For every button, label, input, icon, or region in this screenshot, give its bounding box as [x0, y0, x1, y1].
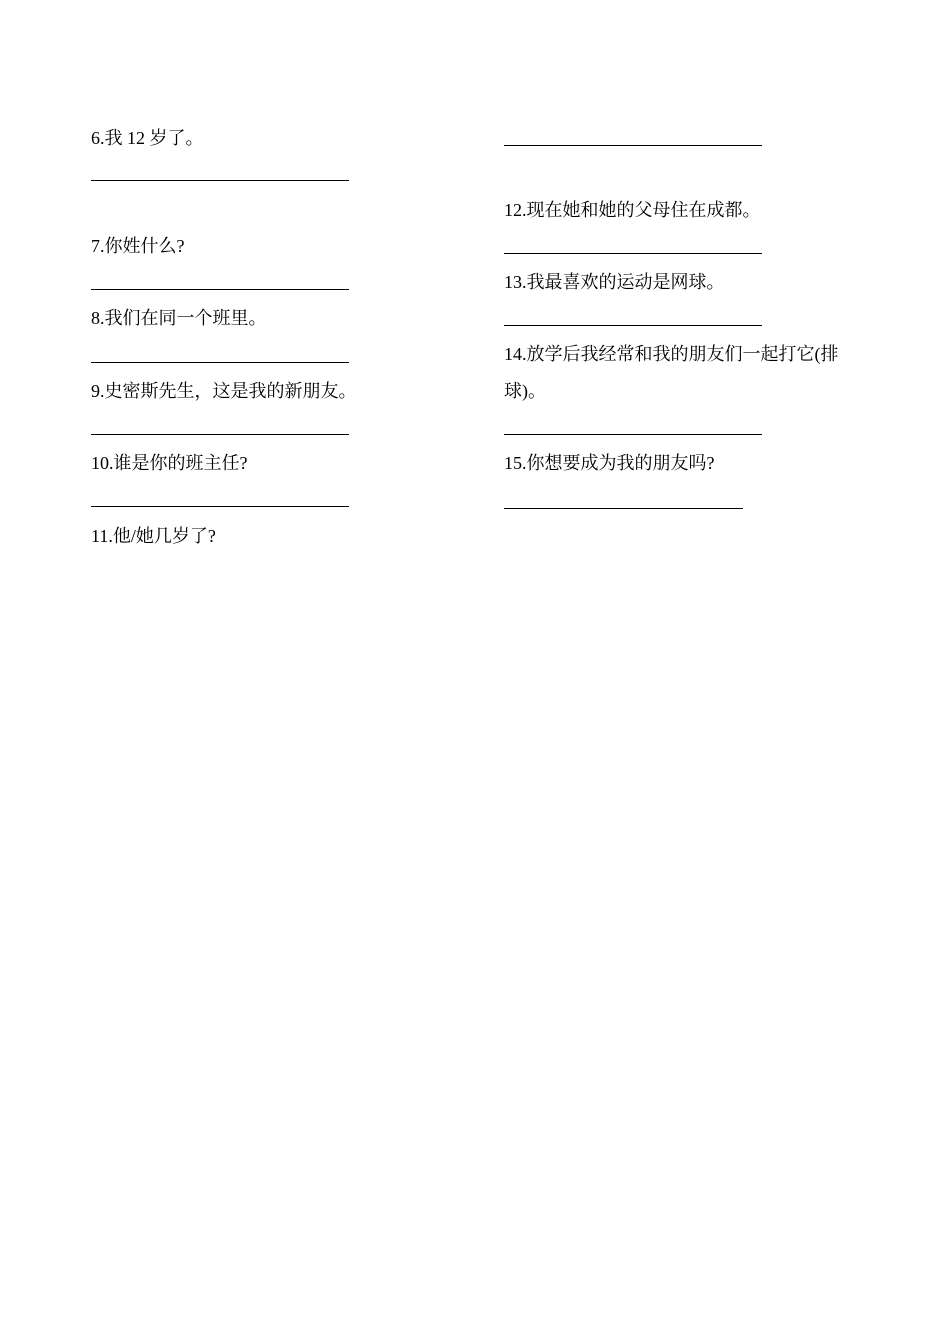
answer-line-11[interactable]	[504, 145, 762, 146]
question-text: 我 12 岁了。	[104, 128, 204, 148]
question-number: 11.	[91, 526, 113, 546]
question-number: 14.	[504, 344, 527, 364]
question-12	[504, 198, 761, 222]
question-number: 10.	[91, 453, 114, 473]
question-text: 放学后我经常和我的朋友们一起打它(排球)。	[504, 344, 839, 401]
answer-line-14[interactable]	[504, 434, 762, 435]
answer-line-8[interactable]	[91, 362, 349, 363]
answer-line-12[interactable]	[504, 253, 762, 254]
question-text: 史密斯先生，这是我的新朋友。	[104, 381, 357, 401]
question-text: 你姓什么?	[104, 236, 185, 256]
question-15	[504, 451, 715, 475]
question-number: 6.	[91, 128, 105, 148]
question-text: 谁是你的班主任?	[113, 453, 248, 473]
question-number: 7.	[91, 236, 105, 256]
question-text: 现在她和她的父母住在成都。	[526, 200, 761, 220]
question-text: 他/她几岁了?	[112, 526, 216, 546]
question-number: 15.	[504, 453, 527, 473]
question-number: 8.	[91, 308, 105, 328]
question-text: 我们在同一个班里。	[104, 308, 267, 328]
question-13	[504, 270, 725, 294]
answer-line-10[interactable]	[91, 506, 349, 507]
question-number: 9.	[91, 381, 105, 401]
question-11	[91, 524, 216, 548]
question-9	[91, 379, 357, 403]
question-number: 12.	[504, 200, 527, 220]
answer-line-7[interactable]	[91, 289, 349, 290]
question-10	[91, 451, 248, 475]
question-text: 我最喜欢的运动是网球。	[526, 272, 725, 292]
answer-line-13[interactable]	[504, 325, 762, 326]
question-8	[91, 306, 267, 330]
question-text: 你想要成为我的朋友吗?	[526, 453, 715, 473]
answer-line-9[interactable]	[91, 434, 349, 435]
answer-line-15[interactable]	[504, 508, 743, 509]
question-14	[504, 336, 864, 410]
answer-line-6[interactable]	[91, 180, 349, 181]
question-7	[91, 234, 185, 258]
question-number: 13.	[504, 272, 527, 292]
question-6	[91, 126, 204, 150]
